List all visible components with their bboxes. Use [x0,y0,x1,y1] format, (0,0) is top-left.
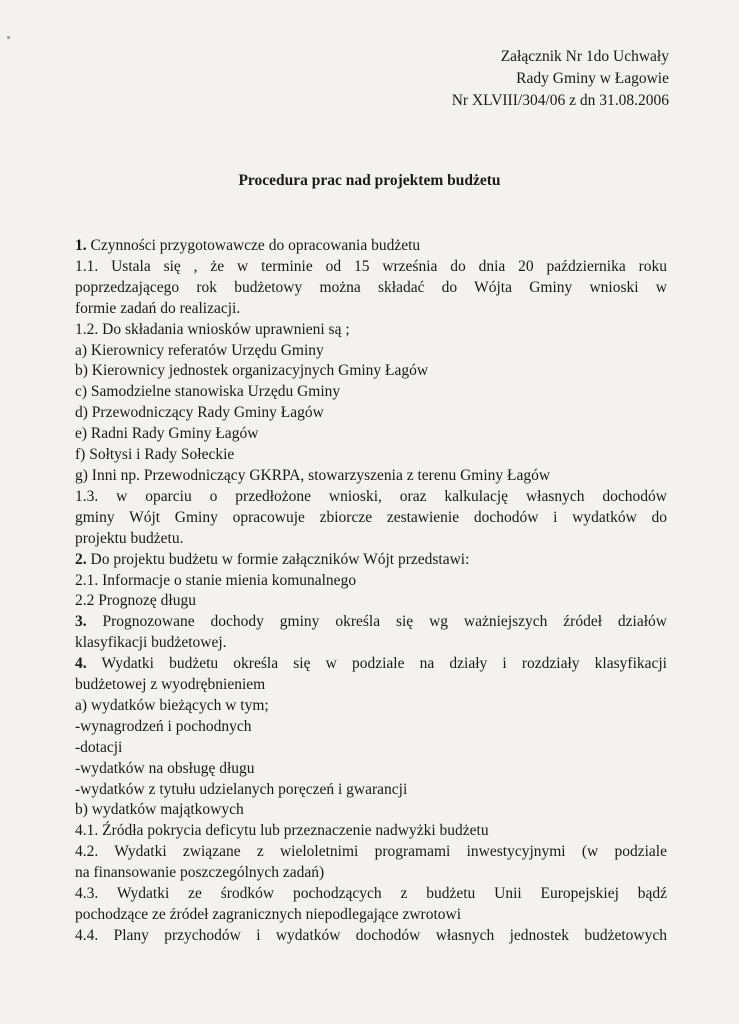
line-text: e) Radni Rady Gminy Łagów [75,425,259,443]
text-line [75,675,667,696]
line-text: 2.1. Informacje o stanie mienia komunalnego [75,571,357,589]
line-text: c) Samodzielne stanowiska Urzędu Gminy [75,383,341,401]
text-line [75,278,667,299]
line-text: 4.2. Wydatki związane z wieloletnimi programami inwestycyjnymi (w podziale [75,843,667,861]
text-line [75,759,667,780]
text-line [75,487,667,508]
line-text: -dotacji [75,738,123,756]
section-number: 2. [75,550,87,568]
text-line [75,842,667,863]
line-text: -wynagrodzeń i pochodnych [75,717,252,735]
line-text: b) wydatków majątkowych [75,801,244,819]
text-line [75,821,667,842]
line-text: f) Sołtysi i Rady Sołeckie [75,446,235,464]
document-title: Procedura prac nad projektem budżetu [238,172,501,189]
line-text: na finansowanie poszczególnych zadań) [75,864,325,882]
line-text: 1.3. w oparciu o przedłożone wnioski, oraz kalkulację własnych dochodów [75,487,667,505]
scan-speck [7,36,10,39]
line-text: Do projektu budżetu w formie załączników Wójt przedstawi: [86,550,470,568]
line-text: Wydatki budżetu określa się w podziale na działy i rozdziały klasyfikacji [86,655,667,673]
text-line [75,571,667,592]
line-text: 4.4. Plany przychodów i wydatków dochodów własnych jednostek budżetowych [75,926,667,944]
line-text: 4.1. Źródła pokrycia deficytu lub przeznaczenie nadwyżki budżetu [75,822,489,840]
text-line [75,341,667,362]
line-text: Prognozowane dochody gminy określa się wg ważniejszych źródeł działów [86,613,667,631]
text-line [75,403,667,424]
text-line [75,236,667,257]
header-line-1: Załącznik Nr 1do Uchwały [500,48,669,65]
line-text: a) Kierownicy referatów Urzędu Gminy [75,341,324,359]
line-text: 1.1. Ustala się , że w terminie od 15 września do dnia 20 października roku [75,257,667,275]
text-line [75,696,667,717]
text-line [75,800,667,821]
section-number: 1. [75,237,87,254]
line-text: d) Przewodniczący Rady Gminy Łagów [75,404,324,422]
text-line [75,550,667,571]
text-line [75,382,667,403]
text-line [75,612,667,633]
line-text: -wydatków z tytułu udzielanych poręczeń i gwarancji [75,780,408,798]
header-line-3: Nr XLVIII/304/06 z dn 31.08.2006 [451,92,669,109]
document-body [75,236,667,947]
text-line [75,257,667,278]
line-text: gminy Wójt Gminy opracowuje zbiorcze zestawienie dochodów i wydatków do [75,508,667,526]
line-text: g) Inni np. Przewodniczący GKRPA, stowarzyszenia z terenu Gminy Łagów [75,466,551,484]
text-line [75,299,667,320]
line-text: 1.2. Do składania wniosków uprawnieni są ; [75,320,350,338]
line-text: poprzedzającego rok budżetowy można składać do Wójta Gminy wnioski w [75,278,667,296]
text-line [75,926,667,947]
text-line [75,361,667,382]
line-text: b) Kierownicy jednostek organizacyjnych Gminy Łagów [75,362,429,380]
line-text: -wydatków na obsługę długu [75,759,255,777]
line-text: pochodzące ze źródeł zagranicznych niepodlegające zwrotowi [75,906,461,923]
text-line [75,445,667,466]
text-line [75,529,667,550]
section-number: 4. [75,655,87,673]
text-line [75,508,667,529]
text-line [75,591,667,612]
text-line [75,863,667,884]
text-line [75,466,667,487]
text-line [75,424,667,445]
text-line [75,654,667,675]
line-text: projektu budżetu. [75,529,184,547]
line-text: klasyfikacji budżetowej. [75,634,227,652]
text-line [75,905,667,926]
section-number: 3. [75,613,87,631]
line-text: formie zadań do realizacji. [75,299,241,317]
line-text: budżetowej z wyodrębnieniem [75,676,266,694]
line-text: 4.3. Wydatki ze środków pochodzących z budżetu Unii Europejskiej bądź [75,885,667,903]
line-text: Czynności przygotowawcze do opracowania budżetu [86,237,421,254]
text-line [75,884,667,905]
text-line [75,717,667,738]
text-line [75,780,667,801]
header-line-2: Rady Gminy w Łagowie [516,70,669,87]
line-text: a) wydatków bieżących w tym; [75,696,269,714]
text-line [75,738,667,759]
attachment-header [452,46,669,112]
line-text: 2.2 Prognozę długu [75,592,196,610]
text-line [75,320,667,341]
text-line [75,633,667,654]
